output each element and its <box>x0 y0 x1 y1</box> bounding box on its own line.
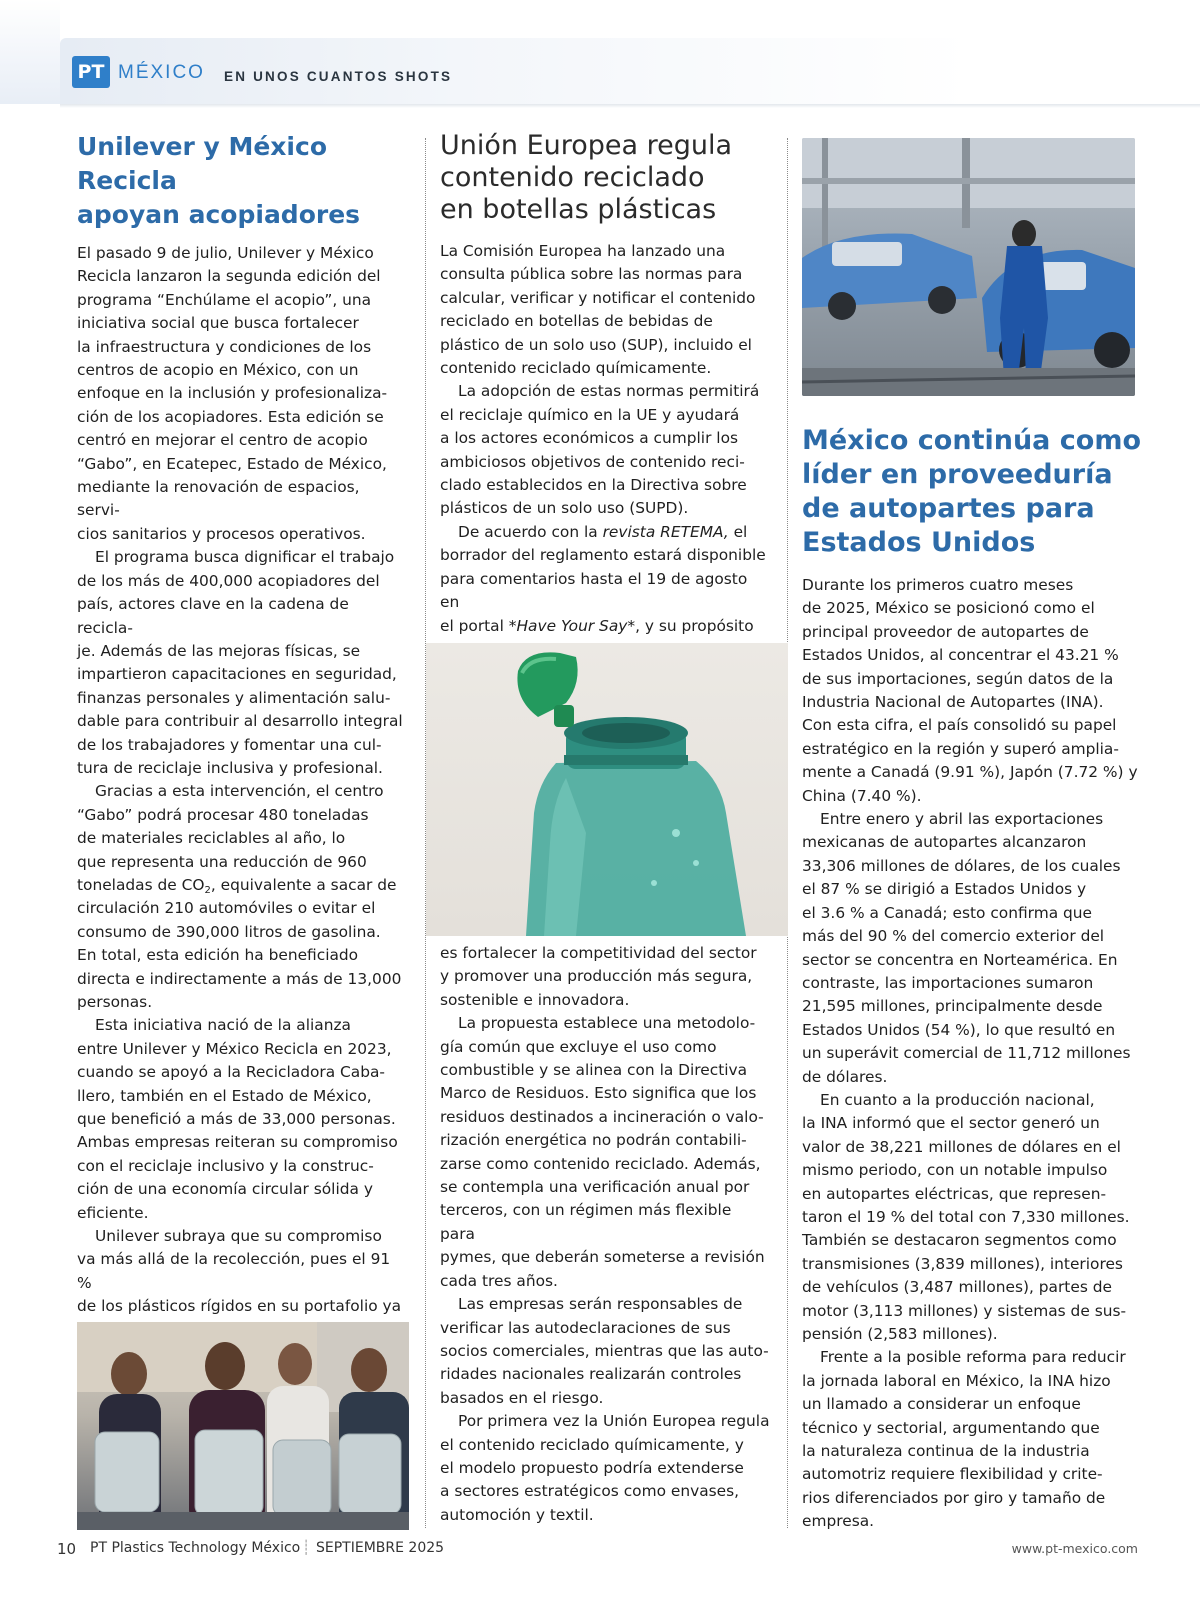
text-line: técnico y sectorial, argumentando que <box>802 1418 1100 1437</box>
text-line: de los más de 400,000 acopiadores del <box>77 571 380 590</box>
text-line: “Gabo” podrá procesar 480 toneladas <box>77 805 369 824</box>
text-line: de 2025, México se posicionó como el <box>802 599 1095 618</box>
text-line: sostenible e innovadora. <box>440 990 630 1009</box>
article-unilever <box>77 130 407 1389</box>
text-line: contenido reciclado químicamente. <box>440 359 712 378</box>
text-line: automotriz requiere flexibilidad y crite- <box>802 1465 1103 1484</box>
page-corner <box>0 0 60 104</box>
article-body <box>77 242 407 1389</box>
text-line: directa e indirectamente a más de 13,000 <box>77 969 402 988</box>
text-line: y promover una producción más segura, <box>440 967 753 986</box>
text-line: La adopción de estas normas permitirá <box>458 382 760 401</box>
text-line: reciclado en botellas de bebidas de <box>440 312 713 331</box>
article-title: Unión Europea regula contenido reciclado en botellas plásticas <box>440 130 733 225</box>
text-line: empresa. <box>802 1512 875 1531</box>
section-label: EN UNOS CUANTOS SHOTS <box>224 69 453 84</box>
website-link[interactable]: www.pt-mexico.com <box>1011 1541 1138 1556</box>
footer-separator: ┊ <box>302 1540 311 1556</box>
issue-date: SEPTIEMBRE 2025 <box>316 1540 445 1556</box>
text-line: consumo de 390,000 litros de gasolina. <box>77 922 381 941</box>
text-line: en autopartes eléctricas, que represen- <box>802 1184 1107 1203</box>
text-line: je. Además de las mejoras físicas, se <box>77 641 361 660</box>
text-line: impartieron capacitaciones en seguridad, <box>77 665 397 684</box>
text-line: basados en el riesgo. <box>440 1388 604 1407</box>
text-line: Por primera vez la Unión Europea regula <box>458 1412 770 1431</box>
text-line: la INA informó que el sector generó un <box>802 1114 1100 1133</box>
text-line: mismo periodo, con un notable impulso <box>802 1161 1108 1180</box>
text-line: ridades nacionales realizarán controles <box>440 1365 742 1384</box>
text-line: combustible y se alinea con la Directiva <box>440 1061 748 1080</box>
text-line: Las empresas serán responsables de <box>458 1295 743 1314</box>
page-number: 10 <box>57 1540 77 1558</box>
text-line: zarse como contenido reciclado. Además, <box>440 1154 761 1173</box>
text-line: la infraestructura y condiciones de los <box>77 337 372 356</box>
text-line: Estados Unidos, al concentrar el 43.21 % <box>802 646 1119 665</box>
text-line: el reciclaje químico en la UE y ayudará <box>440 405 740 424</box>
text-line: En cuanto a la producción nacional, <box>820 1090 1095 1109</box>
text-line: mediante la renovación de espacios, servi- <box>77 478 360 520</box>
text-line: la jornada laboral en México, la INA hizo <box>802 1371 1111 1390</box>
text-line: personas. <box>77 993 153 1011</box>
text-line: pymes, que deberán someterse a revisión <box>440 1248 765 1267</box>
text-line: a los actores económicos a cumplir los <box>440 429 738 448</box>
text-line: de sus importaciones, según datos de la <box>802 669 1114 688</box>
text-line: rización energética no podrán contabili- <box>440 1131 747 1150</box>
text-line: con el reciclaje inclusivo y la construc- <box>77 1156 374 1175</box>
text-line: contraste, las importaciones sumaron <box>802 973 1094 992</box>
text-line: es fortalecer la competitividad del sector <box>440 944 757 962</box>
text-line: ambiciosos objetivos de contenido reci- <box>440 452 745 471</box>
text-line: más del 90 % del comercio exterior del <box>802 927 1105 946</box>
text-line: consulta pública sobre las normas para <box>440 265 743 284</box>
text-line: ción de los acopiadores. Esta edición se <box>77 407 384 426</box>
text-line: 33,306 millones de dólares, de los cuales <box>802 856 1121 875</box>
text-line: país, actores clave en la cadena de recicla- <box>77 595 349 637</box>
photo-bottle <box>426 643 788 936</box>
people-illustration <box>77 1322 409 1530</box>
text-line: “Gabo”, en Ecatepec, Estado de México, <box>77 454 387 473</box>
text-line: estratégico en la región y superó amplia- <box>802 739 1119 758</box>
text-line: pensión (2,583 millones). <box>802 1325 998 1343</box>
text-line: De acuerdo con la revista RETEMA, el <box>458 522 748 541</box>
logo-country: MÉXICO <box>118 62 205 83</box>
text-line: Durante los primeros cuatro meses <box>802 576 1074 594</box>
text-line: La propuesta establece una metodolo- <box>458 1014 756 1033</box>
article-title: México continúa como líder en proveeduría de autopartes para Estados Unidos <box>802 425 1142 558</box>
text-line: centros de acopio en México, con un <box>77 361 359 380</box>
text-line: El programa busca dignificar el trabajo <box>95 548 395 567</box>
text-line: taron el 19 % del total con 7,330 millones. <box>802 1207 1130 1226</box>
article-union-europea <box>440 130 770 638</box>
text-line: finanzas personales y alimentación salu- <box>77 688 391 707</box>
text-line: entre Unilever y México Recicla en 2023, <box>77 1039 392 1058</box>
article-body <box>440 240 770 638</box>
text-line: mente a Canadá (9.91 %), Japón (7.72 %) y <box>802 763 1138 782</box>
text-line: Estados Unidos (54 %), lo que resultó en <box>802 1020 1116 1039</box>
text-line: verificar las autodeclaraciones de sus <box>440 1318 731 1337</box>
text-line: También se destacaron segmentos como <box>802 1231 1117 1250</box>
text-line: principal proveedor de autopartes de <box>802 622 1089 641</box>
magazine-name: PT Plastics Technology México <box>90 1540 301 1556</box>
article-body <box>802 574 1142 1534</box>
text-line: llero, también en el Estado de México, <box>77 1086 372 1105</box>
bottle-illustration <box>426 643 788 936</box>
article-autopartes <box>802 424 1142 1534</box>
text-line: cios sanitarios y procesos operativos. <box>77 524 366 543</box>
factory-illustration <box>802 138 1135 396</box>
text-line: de materiales reciclables al año, lo <box>77 829 346 848</box>
text-line: Ambas empresas reiteran su compromiso <box>77 1133 398 1152</box>
text-line: tura de reciclaje inclusiva y profesional. <box>77 758 383 777</box>
article-title: Unilever y México Recicla apoyan acopiadores <box>77 132 361 229</box>
text-line: el 3.6 % a Canadá; esto confirma que <box>802 903 1093 922</box>
text-line: que representa una reducción de 960 <box>77 852 367 871</box>
text-line: Frente a la posible reforma para reducir <box>820 1348 1126 1367</box>
text-line: el modelo propuesto podría extenderse <box>440 1458 744 1477</box>
pt-logo: PT <box>72 56 110 88</box>
text-line: toneladas de $CO_2$, equivalente a sacar de <box>77 875 397 896</box>
text-line: centró en mejorar el centro de acopio <box>77 431 368 450</box>
text-line: que benefició a más de 33,000 personas. <box>77 1110 396 1129</box>
text-line: Unilever subraya que su compromiso <box>95 1227 382 1246</box>
text-line: ción de una economía circular sólida y <box>77 1180 373 1199</box>
text-line: la naturaleza continua de la industria <box>802 1442 1090 1461</box>
text-line: circulación 210 automóviles o evitar el <box>77 899 376 918</box>
photo-acopiadores <box>77 1322 409 1530</box>
text-line: residuos destinados a incineración o valo- <box>440 1107 764 1126</box>
text-line: a sectores estratégicos como envases, <box>440 1482 740 1501</box>
text-line: el 87 % se dirigió a Estados Unidos y <box>802 880 1087 899</box>
text-line: de los plásticos rígidos en su portafolio ya <box>77 1297 402 1316</box>
text-line: un superávit comercial de 11,712 millones <box>802 1044 1131 1063</box>
photo-car-factory <box>802 138 1135 396</box>
text-line: plástico de un solo uso (SUP), incluido el <box>440 335 752 354</box>
text-line: mexicanas de autopartes alcanzaron <box>802 833 1087 852</box>
text-line: terceros, con un régimen más flexible para <box>440 1201 732 1243</box>
text-line: se contempla una verificación anual por <box>440 1178 750 1197</box>
header-shadow <box>60 104 1200 108</box>
text-line: rios diferenciados por giro y tamaño de <box>802 1488 1106 1507</box>
text-line: clado establecidos en la Directiva sobre <box>440 476 747 495</box>
text-line: Marco de Residuos. Esto significa que los <box>440 1084 757 1103</box>
text-line: Con esta cifra, el país consolidó su papel <box>802 716 1117 735</box>
article-union-europea-continued <box>440 942 770 1527</box>
text-line: La Comisión Europea ha lanzado una <box>440 242 726 260</box>
text-line: sector se concentra en Norteamérica. En <box>802 950 1118 969</box>
text-line: China (7.40 %). <box>802 786 922 805</box>
text-line: de dólares. <box>802 1067 888 1086</box>
text-line: Industria Nacional de Autopartes (INA). <box>802 693 1104 712</box>
text-line: va más allá de la recolección, pues el 91 % <box>77 1250 391 1292</box>
text-line: gía común que excluye el uso como <box>440 1037 717 1056</box>
text-line: iniciativa social que busca fortalecer <box>77 314 359 333</box>
text-line: el portal *Have Your Say*, y su propósito <box>440 616 754 635</box>
text-line: eficiente. <box>77 1203 149 1222</box>
text-line: Recicla lanzaron la segunda edición del <box>77 267 381 286</box>
text-line: El pasado 9 de julio, Unilever y México <box>77 244 374 262</box>
text-line: borrador del reglamento estará disponible <box>440 546 766 565</box>
text-line: 21,595 millones, principalmente desde <box>802 997 1103 1016</box>
text-line: calcular, verificar y notificar el contenido <box>440 288 756 307</box>
text-line: transmisiones (3,839 millones), interiores <box>802 1254 1123 1273</box>
text-line: Esta iniciativa nació de la alianza <box>95 1016 351 1035</box>
text-line: programa “Enchúlame el acopio”, una <box>77 290 372 309</box>
text-line: valor de 38,221 millones de dólares en el <box>802 1137 1121 1156</box>
text-line: cuando se apoyó a la Recicladora Caba- <box>77 1063 385 1082</box>
text-line: Gracias a esta intervención, el centro <box>95 782 384 801</box>
text-line: Entre enero y abril las exportaciones <box>820 810 1104 829</box>
text-line: motor (3,113 millones) y sistemas de sus- <box>802 1301 1127 1320</box>
text-line: un llamado a considerar un enfoque <box>802 1395 1081 1414</box>
text-line: plásticos de un solo uso (SUPD). <box>440 499 689 518</box>
text-line: automoción y textil. <box>440 1505 594 1524</box>
text-line: de vehículos (3,487 millones), partes de <box>802 1278 1112 1297</box>
text-line: dable para contribuir al desarrollo integral <box>77 712 403 731</box>
text-line: cada tres años. <box>440 1271 558 1290</box>
article-body <box>440 942 770 1527</box>
text-line: de los trabajadores y fomentar una cul- <box>77 735 382 754</box>
text-line: el contenido reciclado químicamente, y <box>440 1435 744 1454</box>
text-line: enfoque en la inclusión y profesionaliza- <box>77 384 388 403</box>
text-line: para comentarios hasta el 19 de agosto en <box>440 569 748 612</box>
text-line: socios comerciales, mientras que las auto- <box>440 1341 769 1360</box>
text-line: En total, esta edición ha beneficiado <box>77 946 359 965</box>
